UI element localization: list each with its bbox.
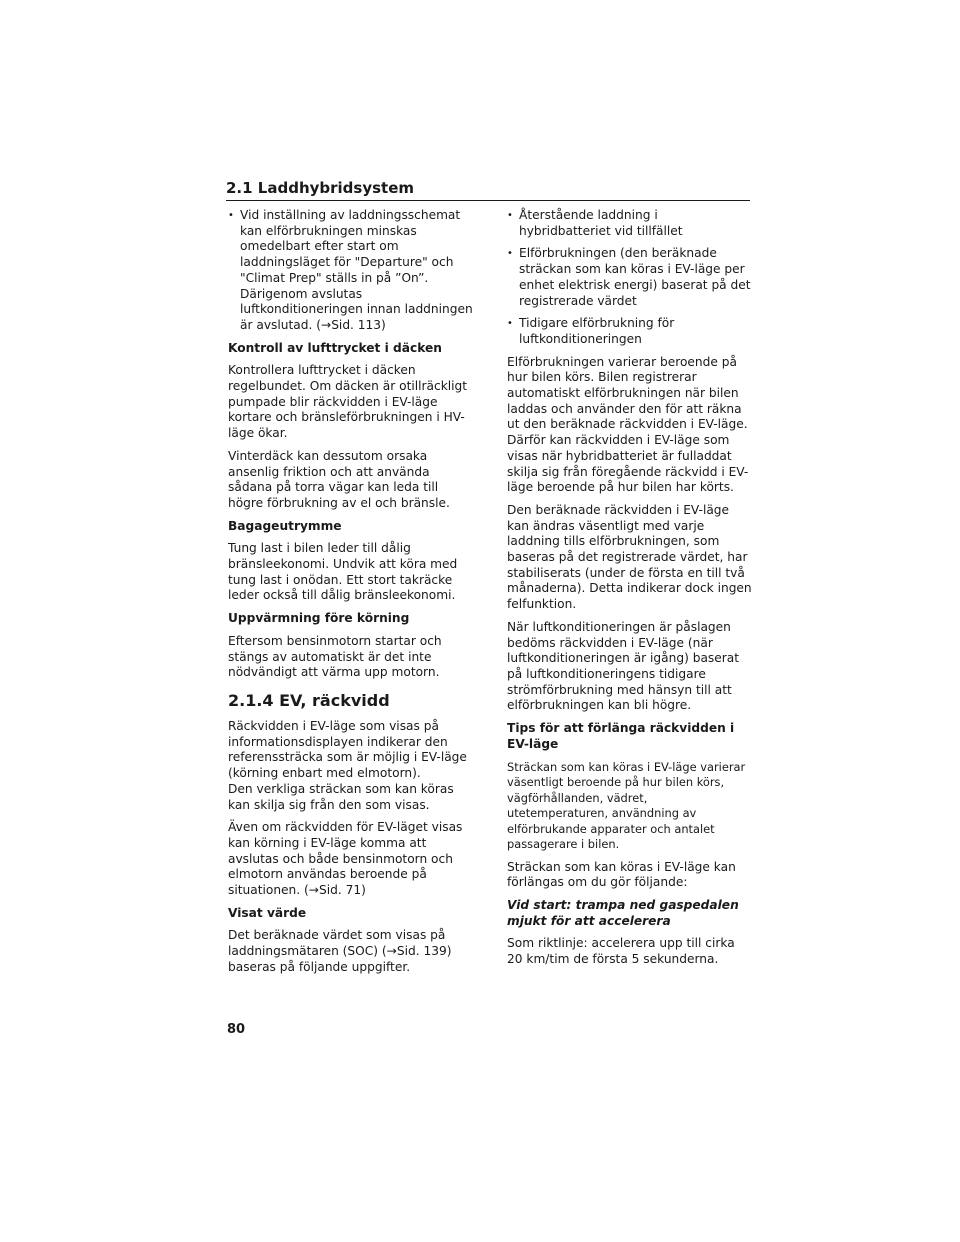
paragraph: Den verkliga sträckan som kan köras kan skilja sig från den som visas. (228, 781, 454, 812)
paragraph: Tung last i bilen leder till dålig bränsleekonomi. Undvik att köra med tung last i onödan. Ett stort takräcke leder också till dålig bränsleekonomi. (228, 541, 458, 603)
paragraph: Räckvidden i EV-läge som visas på informationsdisplayen indikerar den referenssträcka som är möjlig i EV-läge (körning enbart med elmotorn). (228, 718, 467, 781)
right-column (507, 208, 752, 975)
left-column (228, 208, 474, 983)
paragraph: Även om räckvidden för EV-läget visas kan körning i EV-läge komma att avslutas och både bensinmotorn och elmotorn användas beroende på situationen. (→Sid. 71) (228, 820, 463, 898)
heading-displayed-value: Visat värde (228, 905, 307, 920)
list-item: • Vid inställning av laddningsschemat kan elförbrukningen minskas omedelbart efter start om laddningsläget för "Departure" och "Climat Prep" ställs in på ”On”. Därigenom avslutas luftkonditioneringen innan laddningen är avslutad. (→Sid. 113) (228, 208, 474, 334)
paragraph: Den beräknade räckvidden i EV-läge kan ändras väsentligt med varje laddning tills elförbrukningen, som baseras på det registrerade värdet, har stabiliserats (under de första en till två månaderna). Detta indikerar dock ingen felfunktion. (507, 502, 752, 612)
section-title: 2.1 Laddhybridsystem (226, 179, 415, 197)
paragraph: Som riktlinje: accelerera upp till cirka 20 km/tim de första 5 sekunderna. (507, 936, 735, 967)
heading-tyre-pressure: Kontroll av lufttrycket i däcken (228, 340, 442, 355)
list-item: • Elförbrukningen (den beräknade sträckan som kan köras i EV-läge per enhet elektrisk energi) baserat på det registrerade värdet (507, 246, 752, 309)
page-number: 80 (227, 1022, 246, 1037)
paragraph: Sträckan som kan köras i EV-läge kan förlängas om du gör följande: (507, 859, 736, 890)
section-heading-ev-range: 2.1.4 EV, räckvidd (228, 690, 390, 710)
paragraph: Vinterdäck kan dessutom orsaka ansenlig friktion och att använda sådana på torra vägar kan leda till högre förbrukning av el och bränsle. (228, 448, 450, 510)
paragraph: Elförbrukningen varierar beroende på hur bilen körs. Bilen registrerar automatiskt elförbrukningen när bilen laddas och använder den för att räkna ut den beräknade räckvidden i EV-läge. Därför kan räckvidden i EV-läge som visas när hybridbatteriet är fulladdat skilja sig från föregående räckvidd i EV-läge beroende på hur bilen har körts. (507, 354, 749, 495)
paragraph: Det beräknade värdet som visas på laddningsmätaren (SOC) (→Sid. 139) baseras på följande uppgifter. (228, 928, 452, 974)
heading-warmup: Uppvärmning före körning (228, 611, 410, 626)
paragraph: När luftkonditioneringen är påslagen bedöms räckvidden i EV-läge (när luftkonditioneringen är igång) baserat på luftkonditioneringens tidigare strömförbrukning med hänsyn till att elförbrukningen kan bli högre. (507, 619, 740, 713)
list-item: • Återstående laddning i hybridbatteriet vid tillfället (507, 208, 752, 239)
paragraph: Eftersom bensinmotorn startar och stängs av automatiskt är det inte nödvändigt att värma upp motorn. (228, 633, 442, 680)
paragraph: Kontrollera lufttrycket i däcken regelbundet. Om däcken är otillräckligt pumpade blir räckvidden i EV-läge kortare och bränsleförbrukningen i HV-läge ökar. (228, 363, 468, 441)
heading-tips: Tips för att förlänga räckvidden i EV-läge (507, 721, 735, 751)
heading-luggage: Bagageutrymme (228, 518, 342, 533)
page-header (226, 178, 750, 201)
list-item: • Tidigare elförbrukning för luftkonditioneringen (507, 316, 752, 347)
heading-start-tip: Vid start: trampa ned gaspedalen mjukt för att accelerera (507, 897, 739, 928)
paragraph: Sträckan som kan köras i EV-läge varierar väsentligt beroende på hur bilen körs, vägförhållanden, vädret, utetemperaturen, användning av elförbrukande apparater och antalet passagerare i bilen. (507, 759, 746, 851)
